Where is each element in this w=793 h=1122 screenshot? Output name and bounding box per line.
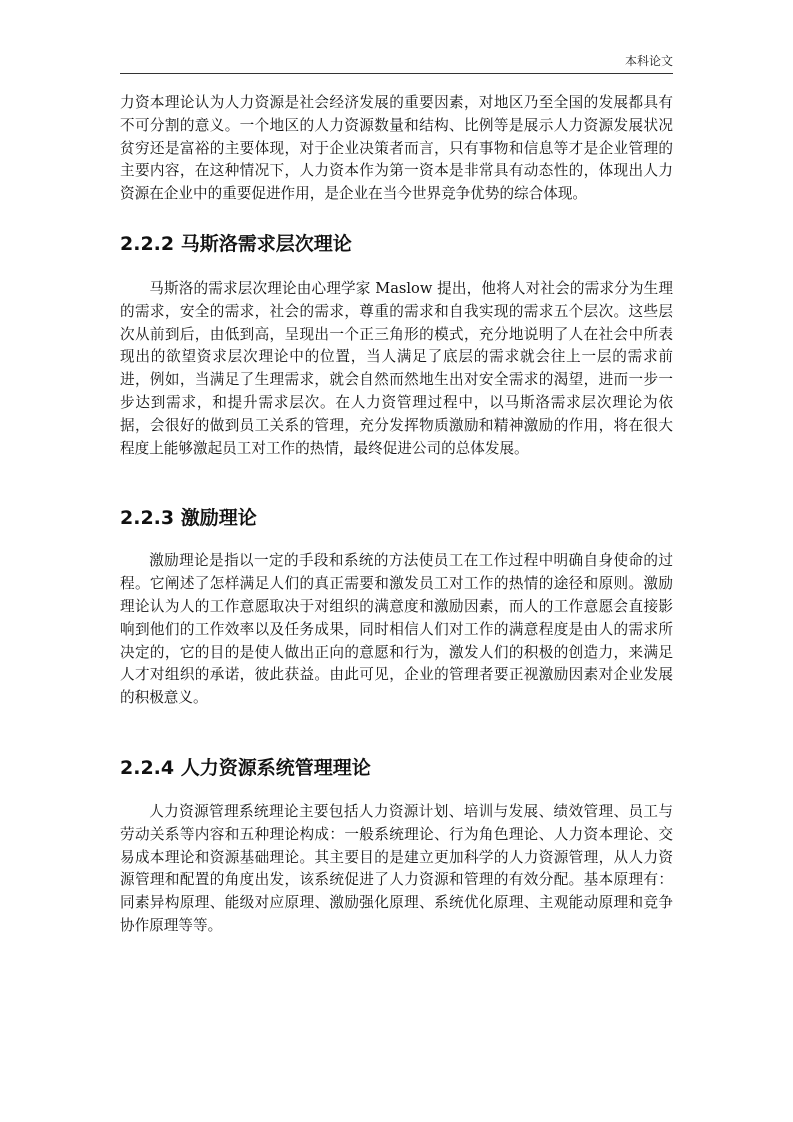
document-body (120, 92, 673, 938)
section-heading-2-2-4: 2.2.4 人力资源系统管理理论 (120, 756, 371, 779)
section-heading-2-2-2: 2.2.2 马斯洛需求层次理论 (120, 232, 352, 255)
section-heading-2-2-3: 2.2.3 激励理论 (120, 507, 257, 530)
header-divider (120, 73, 673, 74)
paragraph-hr-system: 人力资源管理系统理论主要包括人力资源计划、培训与发展、绩效管理、员工与劳动关系等内容和五种理论构成：一般系统理论、行为角色理论、人力资本理论、交易成本理论和资源基础理论。其主要目的是建立更加科学的人力资源管理，从人力资源管理和配置的角度出发，该系统促进了人力资源和管理的有效分配。基本原理有：同素异构原理、能级对应原理、激励强化原理、系统优化原理、主观能动原理和竞争协作原理等等。 (120, 802, 673, 934)
paragraph-motivation: 激励理论是指以一定的手段和系统的方法使员工在工作过程中明确自身使命的过程。它阐述了怎样满足人们的真正需要和激发员工对工作的热情的途径和原则。激励理论认为人的工作意愿取决于对组织的满意度和激励因素，而人的工作意愿会直接影响到他们的工作效率以及任务成果，同时相信人们对工作的满意程度是由人的需求所决定的，它的目的是使人做出正向的意愿和行为，激发人们的积极的创造力，来满足人才对组织的承诺，彼此获益。由此可见，企业的管理者要正视激励因素对企业发展的积极意义。 (120, 552, 673, 707)
continued-paragraph: 力资本理论认为人力资源是社会经济发展的重要因素，对地区乃至全国的发展都具有不可分割的意义。一个地区的人力资源数量和结构、比例等是展示人力资源发展状况贫穷还是富裕的主要体现，对于企业决策者而言，只有事物和信息等才是企业管理的主要内容，在这种情况下，人力资本作为第一资本是非常具有动态性的，体现出人力资源在企业中的重要促进作用，是企业在当今世界竞争优势的综合体现。 (120, 94, 673, 203)
paragraph-maslow: 马斯洛的需求层次理论由心理学家 Maslow 提出，他将人对社会的需求分为生理的需求，安全的需求，社会的需求，尊重的需求和自我实现的需求五个层次。这些层次从前到后，由低到高，呈现出一个正三角形的模式，充分地说明了人在社会中所表现出的欲望资求层次理论中的位置，当人满足了底层的需求就会往上一层的需求前进，例如，当满足了生理需求，就会自然而然地生出对安全需求的渴望，进而一步一步达到需求，和提升需求层次。在人力资管理过程中，以马斯洛需求层次理论为依据，会很好的做到员工关系的管理，充分发挥物质激励和精神激励的作用，将在很大程度上能够激起员工对工作的热情，最终促进公司的总体发展。 (120, 279, 673, 457)
page-header-label: 本科论文 (624, 54, 673, 68)
